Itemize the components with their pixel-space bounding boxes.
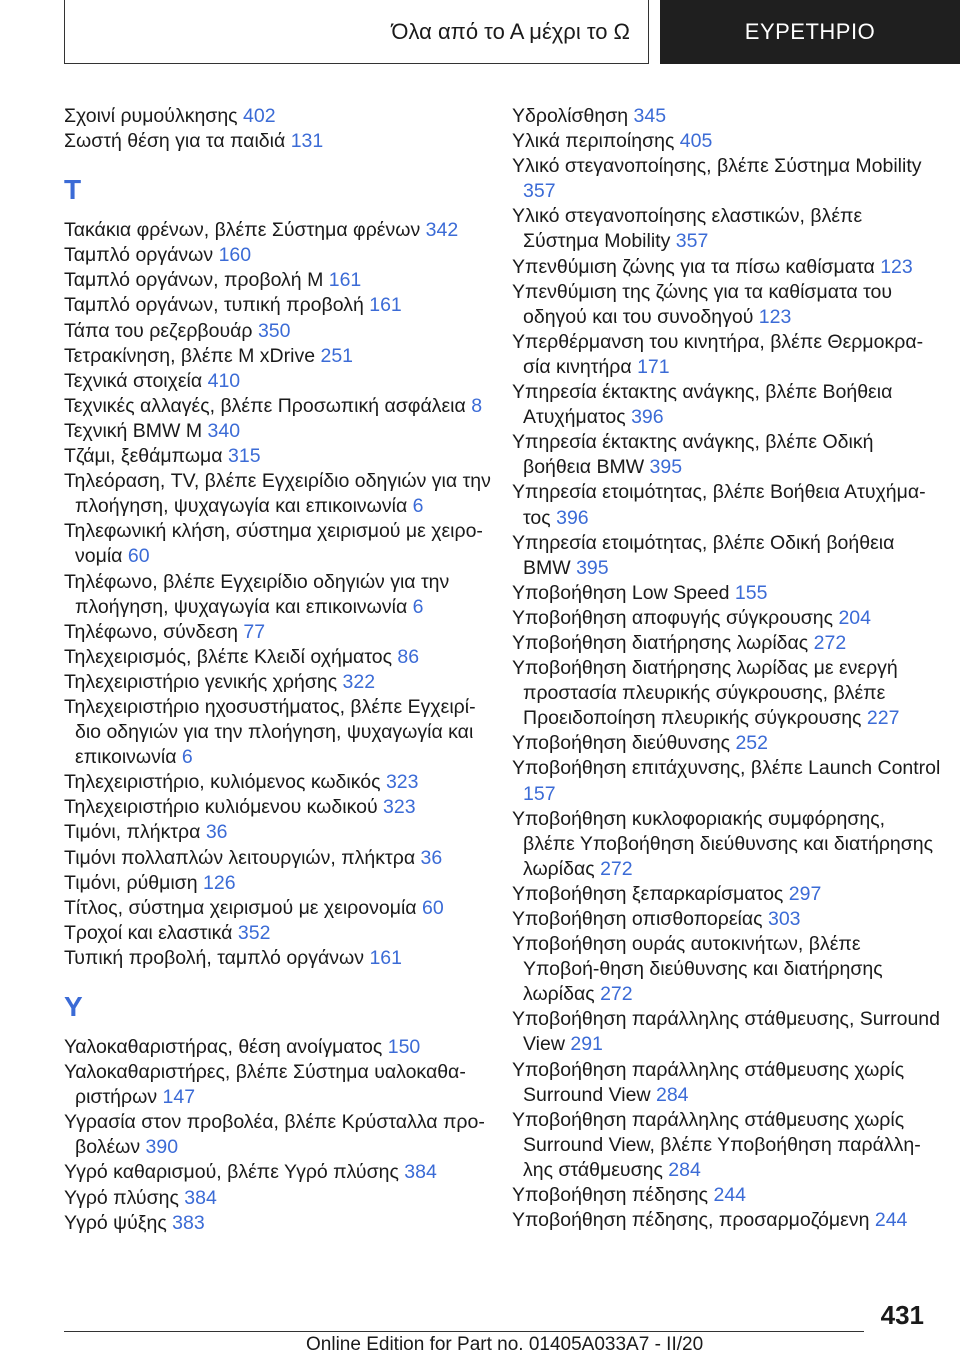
index-entry <box>64 1035 494 1060</box>
index-entry <box>512 581 942 606</box>
index-entry-text: Τηλεχειριστήριο ηχοσυστήματος, βλέπε Εγχειρί-διο οδηγιών για την πλοήγηση, ψυχαγωγία και επικοινωνία <box>64 695 476 769</box>
index-entry-text: Υποβοήθηση οπισθοπορείας <box>512 908 763 930</box>
page-link[interactable]: 157 <box>523 782 556 805</box>
page-link[interactable]: 357 <box>675 230 709 253</box>
index-entry-text: Ταμπλό οργάνων, προβολή M <box>64 269 324 292</box>
index-entry <box>512 280 942 330</box>
index-entry-text: Υδρολίσθηση <box>512 105 629 127</box>
page-link[interactable]: 204 <box>838 606 871 629</box>
index-entry-text: Τροχοί και ελαστικά <box>64 921 233 944</box>
index-entry <box>64 645 494 670</box>
index-entry-text: Τηλέφωνο, σύνδεση <box>64 620 238 643</box>
index-entry <box>512 480 942 530</box>
index-entry-text: Τυπική προβολή, ταμπλό οργάνων <box>64 946 365 969</box>
index-entry-text: Υποβοήθηση παράλληλης στάθμευσης χωρίς Surround View, βλέπε Υποβοήθηση παράλλη-λης στάθμευσης <box>512 1108 921 1181</box>
page-link[interactable]: 8 <box>471 394 483 417</box>
page-link[interactable]: 384 <box>184 1186 217 1209</box>
page-link[interactable]: 350 <box>257 319 291 342</box>
page-link[interactable]: 161 <box>369 946 402 969</box>
index-entry-text: Τεχνική BMW M <box>64 419 203 442</box>
index-entry-text: Υαλοκαθαριστήρας, θέση ανοίγματος <box>64 1036 383 1058</box>
index-entry <box>64 419 494 444</box>
index-entry-text: Υποβοήθηση ξεπαρκαρίσματος <box>512 882 784 905</box>
index-entry <box>512 430 942 480</box>
page-link[interactable]: 36 <box>205 821 228 844</box>
page-link[interactable]: 396 <box>631 406 664 429</box>
index-entry <box>64 104 494 129</box>
page-link[interactable]: 323 <box>383 796 416 819</box>
page-link[interactable]: 284 <box>668 1158 701 1181</box>
section-tab[interactable]: Όλα από το Α μέχρι το Ω <box>64 0 649 64</box>
index-entry <box>512 1208 942 1233</box>
index-tab[interactable]: ΕΥΡΕΤΗΡΙΟ <box>660 0 960 64</box>
index-entry <box>512 907 942 932</box>
index-entry <box>512 606 942 631</box>
index-entry-text: Τιμόνι πολλαπλών λειτουργιών, πλήκτρα <box>64 846 416 869</box>
index-entry-text: Υγρό πλύσης <box>64 1186 179 1209</box>
page-link[interactable]: 171 <box>637 355 670 378</box>
index-entry <box>64 1060 494 1110</box>
index-entry <box>64 770 494 795</box>
page-link[interactable]: 303 <box>767 908 801 930</box>
index-entry <box>64 293 494 318</box>
index-entry <box>64 846 494 871</box>
page-link[interactable]: 402 <box>243 105 276 127</box>
edition-note: Online Edition for Part no. 01405A033A7 - II/20 <box>306 1334 704 1355</box>
index-entry-text: Υλικό στεγανοποίησης ελαστικών, βλέπε Σύστημα Mobility <box>512 205 863 253</box>
page-link[interactable]: 6 <box>412 495 424 518</box>
index-column-left <box>64 104 494 1236</box>
index-entry-text: Υλικά περιποίησης <box>512 130 675 153</box>
index-entry <box>64 820 494 845</box>
page-link[interactable]: 323 <box>385 771 419 794</box>
page-link[interactable]: 251 <box>320 344 354 367</box>
index-entry-text: Υποβοήθηση πέδησης <box>512 1184 709 1207</box>
index-entry <box>64 268 494 293</box>
page-link[interactable]: 395 <box>576 556 609 579</box>
index-entry <box>512 1183 942 1208</box>
index-entry-text: Υπηρεσία ετοιμότητας, βλέπε Βοήθεια Ατυχήμα-τος <box>512 481 926 529</box>
page-link[interactable]: 161 <box>328 269 362 292</box>
index-entry-text: Τηλεχειριστήριο γενικής χρήσης <box>64 670 338 693</box>
index-entry-text: Τηλεόραση, TV, βλέπε Εγχειρίδιο οδηγιών για την πλοήγηση, ψυχαγωγία και επικοινωνία <box>64 470 491 518</box>
index-entry-text: Υγρό καθαρισμού, βλέπε Υγρό πλύσης <box>64 1161 399 1184</box>
page-link[interactable]: 345 <box>633 105 667 127</box>
index-entry-text: Υπηρεσία ετοιμότητας, βλέπε Οδική βοήθεια BMW <box>512 531 895 579</box>
page-link[interactable]: 6 <box>181 746 193 769</box>
index-entry <box>64 519 494 569</box>
index-entry-text: Υποβοήθηση πέδησης, προσαρμοζόμενη <box>512 1209 870 1232</box>
index-entry-text: Υπενθύμιση ζώνης για τα πίσω καθίσματα <box>512 255 875 278</box>
index-entry <box>512 882 942 907</box>
index-entry-text: Τεχνικά στοιχεία <box>64 369 203 392</box>
page-link[interactable]: 272 <box>600 857 633 880</box>
index-letter-heading: Υ <box>64 991 83 1022</box>
index-entry-text: Υγρό ψύξης <box>64 1211 167 1234</box>
index-entry-text: Τηλεχειριστήριο κυλιόμενου κωδικού <box>64 796 378 819</box>
index-entry <box>64 319 494 344</box>
index-entry-text: Τηλέφωνο, βλέπε Εγχειρίδιο οδηγιών για την πλοήγηση, ψυχαγωγία και επικοινωνία <box>64 570 450 618</box>
index-entry-text: Υπερθέρμανση του κινητήρα, βλέπε Θερμοκρα-σία κινητήρα <box>512 330 924 378</box>
index-entry <box>64 129 494 154</box>
index-entry <box>64 243 494 268</box>
page-link[interactable]: 342 <box>425 219 459 242</box>
index-entry <box>512 656 942 731</box>
index-entry-text: Υποβοήθηση αποφυγής σύγκρουσης <box>512 606 834 629</box>
index-entry <box>64 620 494 645</box>
index-entry <box>512 255 942 280</box>
index-entry <box>512 756 942 806</box>
index-entry-text: Τακάκια φρένων, βλέπε Σύστημα φρένων <box>64 219 421 242</box>
index-entry <box>512 154 942 204</box>
page-number: 431 <box>880 1300 924 1330</box>
page-link[interactable]: 244 <box>713 1184 747 1207</box>
page-link[interactable]: 384 <box>404 1161 437 1184</box>
page-link[interactable]: 147 <box>162 1086 196 1109</box>
index-entry-text: Τηλεχειριστήριο, κυλιόμενος κωδικός <box>64 771 381 794</box>
index-entry-text: Τάπα του ρεζερβουάρ <box>64 319 253 342</box>
index-entry-text: Υπενθύμιση της ζώνης για τα καθίσματα του οδηγού και του συνοδηγού <box>512 280 893 328</box>
page-link[interactable]: 123 <box>758 305 792 328</box>
index-entry <box>512 807 942 882</box>
index-letter-heading: Τ <box>64 174 82 206</box>
index-entry <box>64 695 494 770</box>
index-entry <box>64 344 494 369</box>
index-entry-text: Υποβοήθηση Low Speed <box>512 581 730 604</box>
index-entry <box>64 871 494 896</box>
page-link[interactable]: 291 <box>570 1033 603 1056</box>
index-entry-text: Τίτλος, σύστημα χειρισμού με χειρονομία <box>64 896 417 919</box>
index-entry <box>64 896 494 921</box>
index-entry <box>512 531 942 581</box>
page-link[interactable]: 227 <box>866 707 900 730</box>
page-link[interactable]: 383 <box>172 1211 205 1234</box>
page-link[interactable]: 160 <box>218 244 252 267</box>
index-column-right <box>512 104 942 1233</box>
index-entry-text: Τζάμι, ξεθάμπωμα <box>64 445 223 468</box>
index-entry-text: Υποβοήθηση κυκλοφοριακής συμφόρησης, βλέπε Υποβοήθηση διεύθυνσης και διατήρησης λωρίδας <box>512 807 934 880</box>
index-entry-text: Ταμπλό οργάνων, τυπική προβολή <box>64 294 364 317</box>
page-link[interactable]: 340 <box>207 419 241 442</box>
page-link[interactable]: 252 <box>735 732 768 755</box>
page-link[interactable]: 60 <box>127 545 150 568</box>
index-entry-text: Υποβοήθηση ουράς αυτοκινήτων, βλέπε Υποβοή-θηση διεύθυνσης και διατήρησης λωρίδας <box>512 933 883 1006</box>
index-entry <box>512 129 942 154</box>
index-entry <box>512 1007 942 1057</box>
page-link[interactable]: 126 <box>203 871 236 894</box>
index-entry <box>64 921 494 946</box>
index-entry <box>64 1110 494 1160</box>
page-link[interactable]: 60 <box>421 896 444 919</box>
index-entry <box>64 1186 494 1211</box>
page-link[interactable]: 322 <box>342 670 376 693</box>
index-entry-text: Υαλοκαθαριστήρες, βλέπε Σύστημα υαλοκαθα-ριστήρων <box>64 1061 466 1109</box>
index-entry-text: Τετρακίνηση, βλέπε M xDrive <box>64 344 316 367</box>
index-entry-text: Υποβοήθηση παράλληλης στάθμευσης χωρίς Surround View <box>512 1058 905 1106</box>
index-entry-text: Σωστή θέση για τα παιδιά <box>64 130 286 153</box>
index-entry <box>64 1211 494 1236</box>
index-entry <box>64 218 494 243</box>
index-entry-text: Τιμόνι, πλήκτρα <box>64 821 201 844</box>
index-entry <box>512 1058 942 1108</box>
page-link[interactable]: 315 <box>228 445 261 468</box>
index-entry <box>512 731 942 756</box>
index-entry <box>64 394 494 419</box>
page-link[interactable]: 357 <box>523 180 556 203</box>
index-entry-text: Σχοινί ρυμούλκησης <box>64 105 238 127</box>
page-link[interactable]: 405 <box>679 130 713 153</box>
page-link[interactable]: 6 <box>412 595 424 618</box>
page-link[interactable]: 410 <box>207 369 241 392</box>
index-entry-text: Τεχνικές αλλαγές, βλέπε Προσωπική ασφάλεια <box>64 394 466 417</box>
page-link[interactable]: 272 <box>813 631 847 654</box>
page-link[interactable]: 352 <box>237 921 271 944</box>
index-entry <box>512 330 942 380</box>
index-entry-text: Υποβοήθηση επιτάχυνσης, βλέπε Launch Control <box>512 757 941 780</box>
page-link[interactable]: 297 <box>788 882 822 905</box>
index-entry <box>512 631 942 656</box>
page-link[interactable]: 161 <box>369 294 402 317</box>
page-link[interactable]: 155 <box>734 581 768 604</box>
index-entry-text: Υπηρεσία έκτακτης ανάγκης, βλέπε Οδική βοήθεια BMW <box>512 431 874 479</box>
page-link[interactable]: 244 <box>874 1209 908 1232</box>
index-entry <box>512 1108 942 1183</box>
index-entry-text: Υποβοήθηση διατήρησης λωρίδας με ενεργή προστασία πλευρικής σύγκρουσης, βλέπε Προειδοποίηση πλευρικής σύγκρουσης <box>512 657 898 730</box>
page-link[interactable]: 150 <box>387 1036 421 1058</box>
index-entry <box>512 932 942 1007</box>
page-link[interactable]: 284 <box>655 1083 689 1106</box>
index-entry <box>64 946 494 971</box>
index-entry <box>64 369 494 394</box>
index-entry <box>64 795 494 820</box>
index-entry <box>64 1160 494 1185</box>
index-entry-text: Υποβοήθηση διατήρησης λωρίδας <box>512 631 809 654</box>
page-link[interactable]: 131 <box>290 130 324 153</box>
index-entry <box>64 469 494 519</box>
index-entry <box>512 104 942 129</box>
index-entry-text: Υποβοήθηση διεύθυνσης <box>512 732 731 755</box>
index-entry <box>64 670 494 695</box>
index-entry <box>64 444 494 469</box>
page-link[interactable]: 123 <box>880 255 913 278</box>
index-entry <box>512 204 942 254</box>
index-entry-text: Τηλεφωνική κλήση, σύστημα χειρισμού με χειρο-νομία <box>64 520 483 568</box>
page-link[interactable]: 86 <box>397 645 420 668</box>
page-link[interactable]: 390 <box>145 1136 179 1159</box>
page-link[interactable]: 396 <box>556 506 589 529</box>
index-entry <box>64 570 494 620</box>
footer-divider <box>64 1331 864 1332</box>
page-link[interactable]: 395 <box>649 456 683 479</box>
index-entry <box>512 380 942 430</box>
page-link[interactable]: 77 <box>243 620 266 643</box>
index-entry-text: Υλικό στεγανοποίησης, βλέπε Σύστημα Mobility <box>512 155 922 178</box>
index-entry-text: Υπηρεσία έκτακτης ανάγκης, βλέπε Βοήθεια Ατυχήματος <box>512 381 893 429</box>
page-header <box>64 0 960 66</box>
page-link[interactable]: 272 <box>600 983 633 1006</box>
index-entry-text: Τηλεχειρισμός, βλέπε Κλειδί οχήματος <box>64 645 392 668</box>
index-entry-text: Υποβοήθηση παράλληλης στάθμευσης, Surround View <box>512 1008 941 1056</box>
index-entry-text: Ταμπλό οργάνων <box>64 244 214 267</box>
page-link[interactable]: 36 <box>420 846 443 869</box>
index-entry-text: Υγρασία στον προβολέα, βλέπε Κρύσταλλα προ-βολέων <box>64 1111 485 1159</box>
index-entry-text: Τιμόνι, ρύθμιση <box>64 871 198 894</box>
